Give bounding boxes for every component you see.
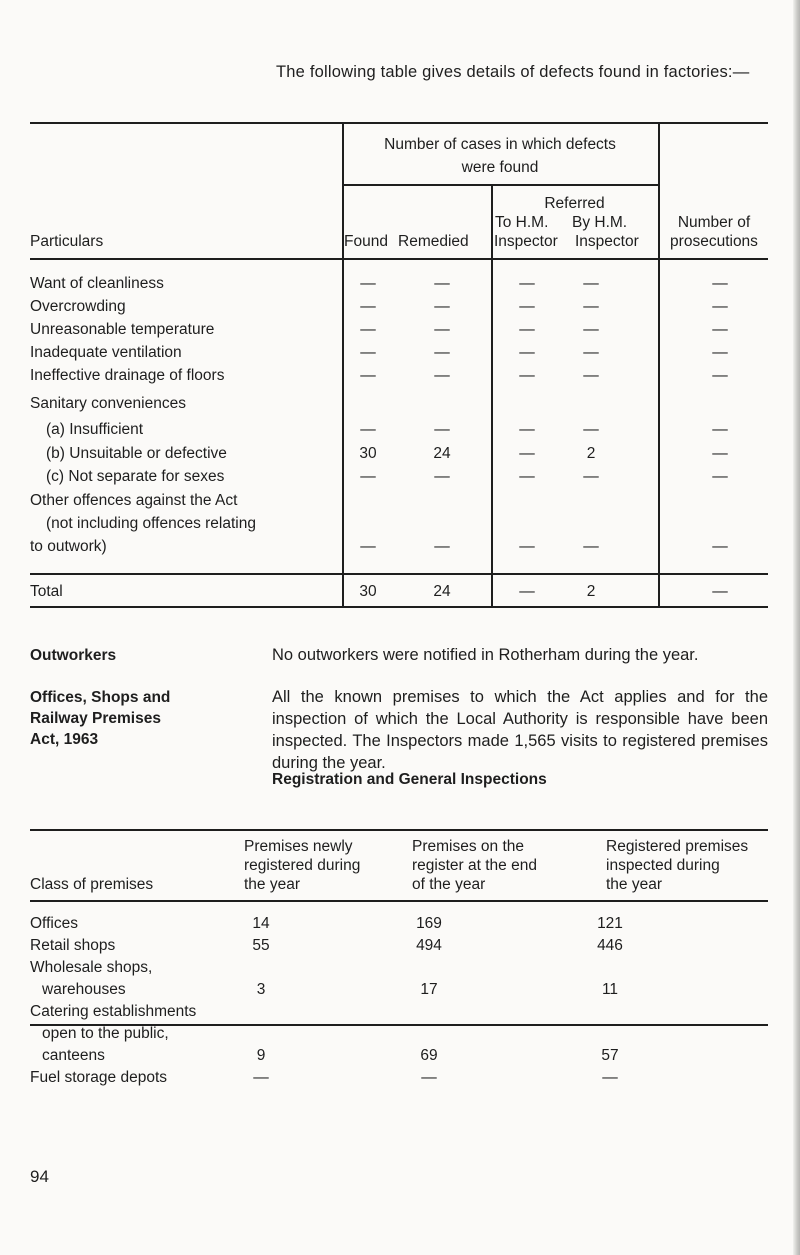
row-label: Catering establishments — [30, 1003, 197, 1020]
offices-heading — [30, 687, 170, 750]
row-by: — — [583, 468, 599, 485]
row-remedied: — — [434, 298, 450, 315]
row-label: open to the public, — [42, 1025, 169, 1042]
header-found: Found — [344, 233, 388, 250]
row-label: Unreasonable temperature — [30, 321, 215, 338]
header-register: register at the end — [412, 857, 537, 874]
row-label: (b) Unsuitable or defective — [46, 445, 227, 462]
row-label: Want of cleanliness — [30, 275, 164, 292]
offices-heading-line: Offices, Shops and — [30, 689, 171, 706]
row-label: (not including offences relating — [46, 515, 256, 532]
offices-heading-line: Act, 1963 — [30, 731, 99, 748]
row-inspected: 11 — [601, 981, 619, 998]
row-to: — — [519, 367, 535, 384]
table-rule — [342, 184, 658, 186]
row-remedied: — — [434, 468, 450, 485]
row-label: warehouses — [42, 981, 126, 998]
row-found: — — [360, 321, 376, 338]
total-label: Total — [30, 583, 63, 600]
total-remedied: 24 — [433, 583, 451, 600]
row-register: — — [421, 1069, 437, 1086]
row-label: canteens — [42, 1047, 105, 1064]
row-label: Wholesale shops, — [30, 959, 153, 976]
registration-title: Registration and General Inspections — [272, 771, 547, 788]
page-number: 94 — [30, 1167, 49, 1186]
header-inspector-by: Inspector — [575, 233, 639, 250]
page-edge-shadow — [793, 0, 800, 1255]
row-newly: 3 — [256, 981, 266, 998]
table-rule — [658, 122, 660, 608]
row-label: Sanitary conveniences — [30, 395, 186, 412]
row-label: Fuel storage depots — [30, 1069, 168, 1086]
row-to: — — [519, 538, 535, 555]
header-inspector-to: Inspector — [494, 233, 558, 250]
table-rule — [30, 829, 768, 831]
row-inspected: 446 — [597, 937, 623, 954]
row-by: — — [583, 367, 599, 384]
row-label: Ineffective drainage of floors — [30, 367, 225, 384]
row-label: Inadequate ventilation — [30, 344, 182, 361]
intro-text: The following table gives details of defects found in factories:— — [276, 63, 750, 81]
header-prosecutions: Number of prosecutions — [670, 214, 758, 250]
offices-text: All the known premises to which the Act applies and for the inspection of which the Local Authority is responsible have been inspected. The Inspectors made 1,565 visits to registered premises during the year. — [272, 688, 768, 772]
header-referred: Referred — [544, 195, 605, 212]
row-remedied: — — [434, 344, 450, 361]
row-by: — — [583, 421, 599, 438]
row-pros: — — [712, 468, 728, 485]
row-label: (c) Not separate for sexes — [46, 468, 225, 485]
row-found: — — [360, 468, 376, 485]
row-inspected: 57 — [601, 1047, 619, 1064]
row-inspected: 121 — [597, 915, 623, 932]
outworkers-heading: Outworkers — [30, 647, 117, 664]
row-register: 494 — [416, 937, 442, 954]
row-label: Overcrowding — [30, 298, 126, 315]
total-pros: — — [712, 583, 728, 600]
row-to: — — [519, 321, 535, 338]
row-remedied: — — [434, 367, 450, 384]
row-label: (a) Insufficient — [46, 421, 144, 438]
row-register: 169 — [416, 915, 442, 932]
header-register: of the year — [412, 876, 486, 893]
outworkers-text: No outworkers were notified in Rotherham during the year. — [272, 646, 699, 664]
total-found: 30 — [359, 583, 377, 600]
row-pros: — — [712, 367, 728, 384]
row-newly: — — [253, 1069, 269, 1086]
row-register: 69 — [420, 1047, 438, 1064]
row-pros: — — [712, 275, 728, 292]
header-remedied: Remedied — [398, 233, 469, 250]
row-inspected: — — [602, 1069, 618, 1086]
header-inspected: Registered premises — [606, 838, 749, 855]
row-by: — — [583, 298, 599, 315]
row-by: — — [583, 344, 599, 361]
row-remedied: — — [434, 538, 450, 555]
table-rule — [30, 900, 768, 902]
total-to: — — [519, 583, 535, 600]
row-register: 17 — [420, 981, 438, 998]
row-label: Other offences against the Act — [30, 492, 238, 509]
header-inspected: inspected during — [606, 857, 720, 874]
row-newly: 14 — [252, 915, 270, 932]
header-to-hm: To H.M. — [495, 214, 549, 231]
row-pros: — — [712, 421, 728, 438]
row-remedied: — — [434, 421, 450, 438]
row-to: — — [519, 298, 535, 315]
row-to: — — [519, 421, 535, 438]
row-label: Retail shops — [30, 937, 116, 954]
header-inspected: the year — [606, 876, 663, 893]
row-pros: — — [712, 321, 728, 338]
table-rule — [342, 122, 344, 608]
row-pros: — — [712, 538, 728, 555]
row-newly: 9 — [256, 1047, 266, 1064]
row-found: — — [360, 367, 376, 384]
row-to: — — [519, 445, 535, 462]
row-pros: — — [712, 298, 728, 315]
header-cases-group: Number of cases in which defects were found — [384, 136, 616, 176]
row-pros: — — [712, 445, 728, 462]
header-class: Class of premises — [30, 876, 154, 893]
row-found: — — [360, 421, 376, 438]
row-by: 2 — [586, 445, 596, 462]
row-found: — — [360, 275, 376, 292]
row-by: — — [583, 275, 599, 292]
header-newly: registered during — [244, 857, 361, 874]
header-register: Premises on the — [412, 838, 524, 855]
row-by: — — [583, 538, 599, 555]
row-label: Offices — [30, 915, 78, 932]
header-newly: Premises newly — [244, 838, 353, 855]
header-by-hm: By H.M. — [572, 214, 628, 231]
row-to: — — [519, 344, 535, 361]
row-found: 30 — [359, 445, 377, 462]
header-particulars: Particulars — [30, 233, 104, 250]
row-label: to outwork) — [30, 538, 107, 555]
row-to: — — [519, 275, 535, 292]
offices-heading-line: Railway Premises — [30, 710, 161, 727]
total-by: 2 — [586, 583, 596, 600]
table-rule — [491, 184, 493, 608]
row-to: — — [519, 468, 535, 485]
row-found: — — [360, 298, 376, 315]
row-remedied: 24 — [433, 445, 451, 462]
row-newly: 55 — [252, 937, 270, 954]
row-pros: — — [712, 344, 728, 361]
header-newly: the year — [244, 876, 301, 893]
row-by: — — [583, 321, 599, 338]
row-found: — — [360, 344, 376, 361]
row-remedied: — — [434, 321, 450, 338]
row-found: — — [360, 538, 376, 555]
row-remedied: — — [434, 275, 450, 292]
